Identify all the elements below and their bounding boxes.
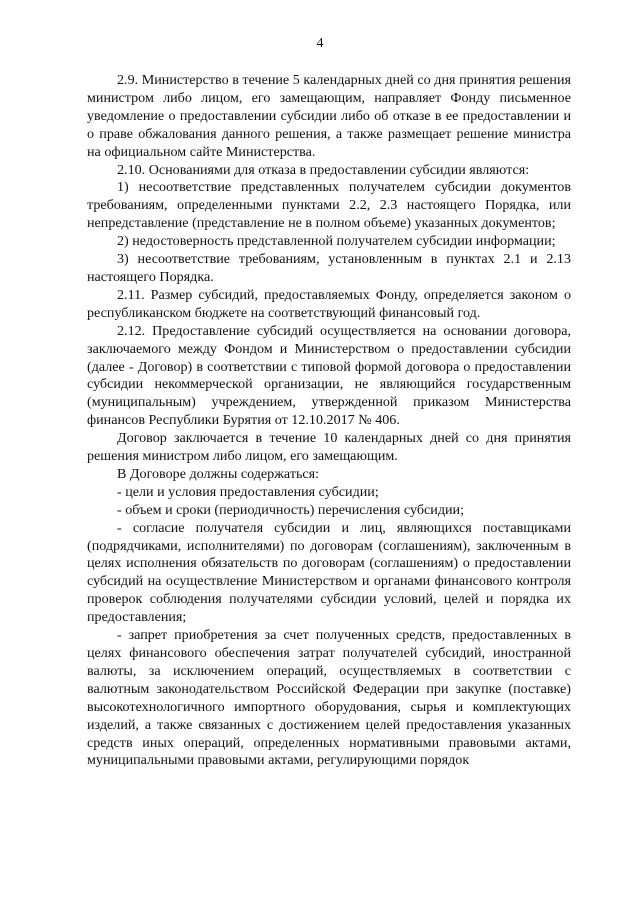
list-item-consent: - согласие получателя субсидии и лиц, являющихся поставщиками (подрядчиками, исполнителями) по договорам (соглашениям), заключенным в целях исполнения обязательств по договорам (соглашениям) о предоставлении субсидий на осуществление Министерством и органами финансового контроля проверок соблюдения получателями субсидии условий, целей и порядка их предоставления;: [87, 519, 571, 626]
list-item-volume: - объем и сроки (периодичность) перечисления субсидии;: [117, 501, 465, 518]
paragraph-2-10-item-1: 1) несоответствие представленных получателем субсидии документов требованиям, определенными пунктами 2.2, 2.3 настоящего Порядка, или непредставление (представление не в полном объеме) указанных документов;: [87, 179, 571, 232]
page-number: 4: [316, 36, 324, 51]
paragraph-contract-term: Договор заключается в течение 10 календарных дней со дня принятия решения министром либо лицом, его замещающим.: [87, 430, 571, 465]
list-item-goals: - цели и условия предоставления субсидии;: [117, 483, 379, 500]
list-item-prohibition: - запрет приобретения за счет полученных средств, предоставленных в целях финансового обеспечения затрат получателей субсидий, иностранной валюты, за исключением операций, осуществляемых в соответствии с валютным законодательством Российской Федерации при закупке (поставке) высокотехнологичного импортного оборудования, сырья и комплектующих изделий, а также связанных с достижением целей предоставления указанных средств иных операций, определенных нормативными правовыми актами, муниципальными правовыми актами, регулирующими порядок: [87, 627, 571, 769]
paragraph-contract-contents: В Договоре должны содержаться:: [117, 465, 320, 482]
paragraph-2-10-item-2: 2) недостоверность представленной получателем субсидии информации;: [117, 233, 556, 250]
paragraph-2-9: 2.9. Министерство в течение 5 календарных дней со дня принятия решения министром либо лицом, его замещающим, направляет Фонду письменное уведомление о предоставлении субсидии либо об отказе в ее предоставлении и о праве обжалования данного решения, а также размещает решение министра на официальном сайте Министерства.: [87, 72, 571, 160]
paragraph-2-12: 2.12. Предоставление субсидий осуществляется на основании договора, заключаемого между Фондом и Министерством о предоставлении субсидии (далее - Договор) в соответствии с типовой формой договора о предоставлении субсидии некоммерческой организации, не являющийся государственным (муниципальным) учреждением, утвержденной приказом Министерства финансов Республики Бурятия от 12.10.2017 № 406.: [87, 322, 571, 429]
paragraph-2-10: 2.10. Основаниями для отказа в предоставлении субсидии являются:: [117, 161, 530, 178]
paragraph-2-11: 2.11. Размер субсидий, предоставляемых Фонду, определяется законом о республиканском бюджете на соответствующий финансовый год.: [87, 286, 571, 321]
document-body: [87, 72, 571, 770]
paragraph-2-10-item-3: 3) несоответствие требованиям, установленным в пунктах 2.1 и 2.13 настоящего Порядка.: [87, 251, 571, 285]
